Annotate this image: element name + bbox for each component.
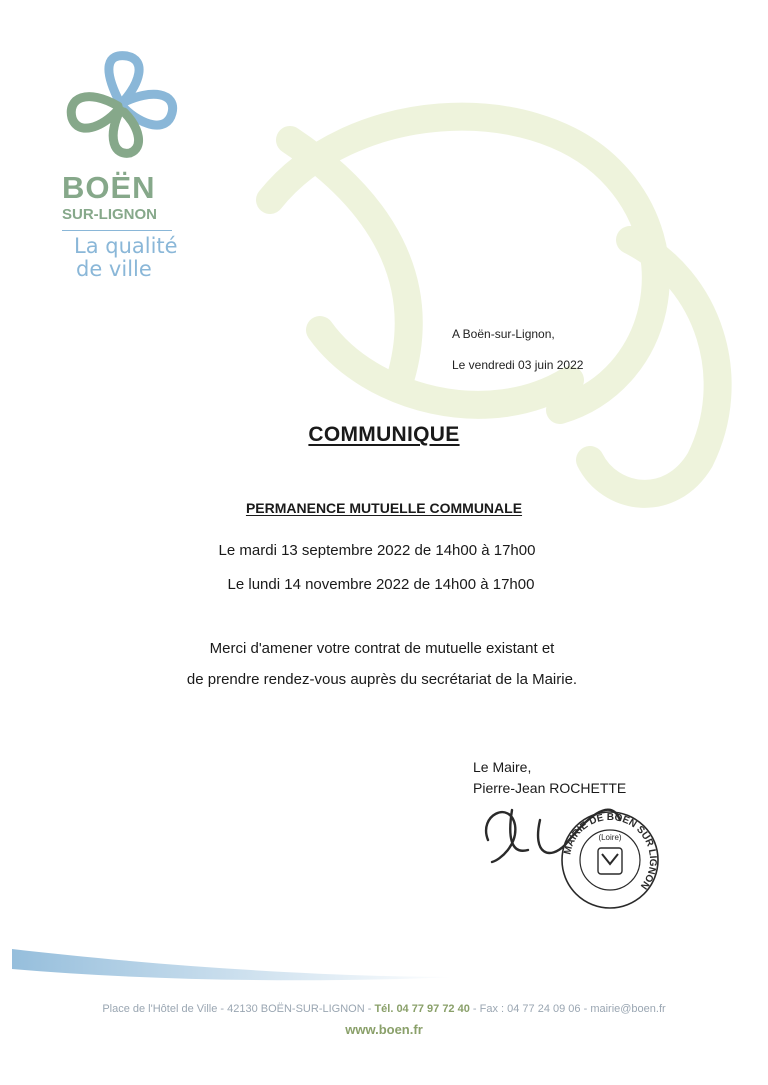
page-title: COMMUNIQUE: [308, 423, 460, 446]
signature-and-stamp: [470, 800, 670, 920]
schedule-line-2: Le lundi 14 novembre 2022 de 14h00 à 17h00: [227, 576, 535, 593]
stamp-inner-text: (Loire): [598, 833, 622, 842]
note-line-2: de prendre rendez-vous auprès du secrétariat de la Mairie.: [186, 671, 578, 688]
logo-tagline-line2: de ville: [76, 257, 152, 281]
schedule-line-1: Le mardi 13 septembre 2022 de 14h00 à 17h00: [218, 542, 536, 559]
footer-wave-decoration: [0, 935, 460, 995]
footer-website[interactable]: www.boen.fr: [345, 1022, 423, 1037]
footer-address: [0, 1003, 768, 1015]
subtitle: PERMANENCE MUTUELLE COMMUNALE: [245, 500, 523, 516]
municipality-logo: [52, 48, 192, 293]
logo-divider: [62, 230, 172, 231]
logo-name-line2: SUR-LIGNON: [62, 206, 157, 223]
footer-address-text: Place de l'Hôtel de Ville - 42130 BOËN-SUR-LIGNON -: [102, 1003, 375, 1015]
official-stamp: [562, 812, 658, 908]
date-line: Le vendredi 03 juin 2022: [452, 358, 584, 372]
signatory-name: Pierre-Jean ROCHETTE: [473, 780, 627, 796]
signatory-role: Le Maire,: [473, 759, 532, 775]
footer-fax-email: - Fax : 04 77 24 09 06 - mairie@boen.fr: [469, 1003, 666, 1015]
svg-text:MAIRIE DE BOËN SUR LIGNON: [562, 812, 658, 891]
stamp-text: MAIRIE DE BOËN SUR LIGNON: [562, 811, 659, 892]
place-line: A Boën-sur-Lignon,: [452, 327, 555, 341]
clover-icon: [52, 48, 192, 168]
logo-tagline-line1: La qualité: [74, 234, 178, 258]
watermark-background: [230, 80, 760, 520]
note-line-1: Merci d'amener votre contrat de mutuelle existant et: [209, 640, 555, 657]
logo-name-line1: BOËN: [62, 170, 156, 205]
footer-tel: Tél. 04 77 97 72 40: [374, 1003, 470, 1015]
